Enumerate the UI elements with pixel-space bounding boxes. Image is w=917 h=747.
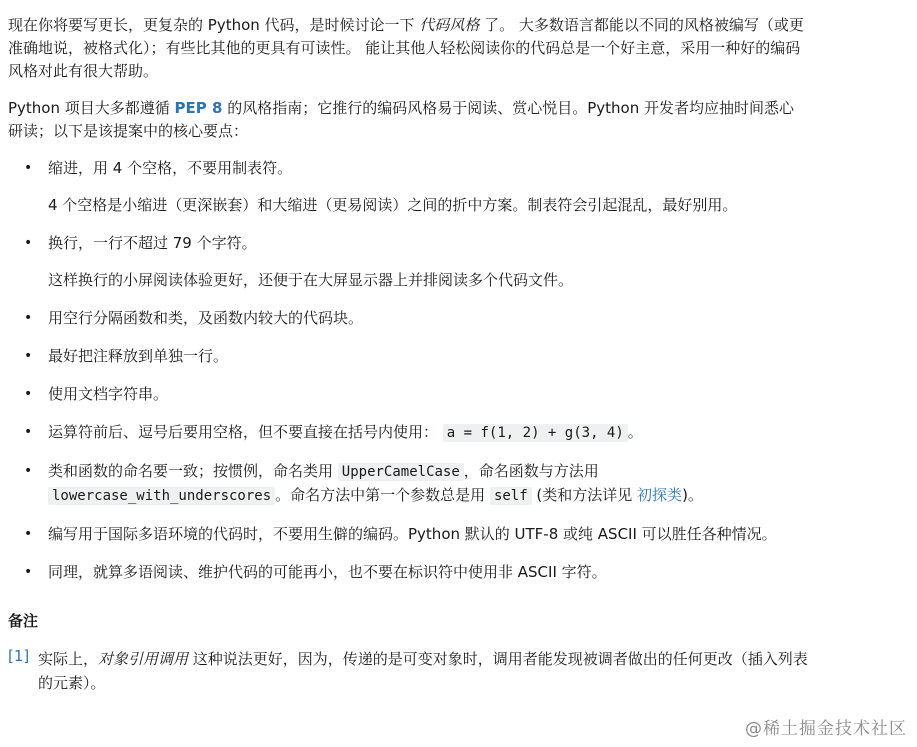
list-item-text <box>48 460 808 508</box>
list-item-docstrings <box>48 383 808 406</box>
list-item-text: • 换行，一行不超过 79 个字符。 <box>48 234 257 252</box>
pep-paragraph <box>8 97 808 143</box>
naming-text: ，命名函数与方法用 <box>463 462 599 480</box>
footnote-text <box>38 647 808 695</box>
list-item-detail: 这样换行的小屏阅读体验更好，还便于在大屏显示器上并排阅读多个代码文件。 <box>48 271 574 289</box>
document-body <box>8 14 808 695</box>
classes-link[interactable]: 初探类 <box>637 486 683 504</box>
list-item-spaces <box>48 421 808 445</box>
list-item-text: • 编写用于国际多语环境的代码时，不要用生僻的编码。Python 默认的 UTF-8 或纯 ASCII 可以胜任各种情况。 <box>48 525 777 543</box>
pep8-link[interactable]: PEP 8 <box>174 99 223 117</box>
list-item-wrap <box>48 232 808 292</box>
naming-text: (类和方法详见 <box>531 486 638 504</box>
spaces-end: 。 <box>627 423 643 441</box>
pep-text: Python 项目大多都遵循 <box>8 99 175 117</box>
list-item-detail: 4 个空格是小缩进（更深嵌套）和大缩进（更易阅读）之间的折中方案。制表符会引起混乱，最好别用。 <box>48 196 738 214</box>
footnote-text-part: 实际上， <box>38 650 99 668</box>
list-item-text: • 用空行分隔函数和类，及函数内较大的代码块。 <box>48 309 364 327</box>
code-self: self <box>490 487 532 505</box>
naming-text: 类和函数的命名要一致；按惯例，命名类用 <box>48 462 338 480</box>
list-item-text: • 最好把注释放到单独一行。 <box>48 347 229 365</box>
style-list <box>8 157 808 584</box>
list-item-blank-lines <box>48 307 808 330</box>
footnote-ref-link[interactable]: [1] <box>8 647 30 665</box>
footnote-text-cont: 这种说法更好，因为，传递的是可变对象时，调用者能发现被调者做出的任何更改（插入列表的元素）。 <box>38 650 808 692</box>
list-item-text <box>48 421 808 445</box>
code-example: a = f(1, 2) + g(3, 4) <box>443 424 628 442</box>
footnote-term: 对象引用调用 <box>98 650 189 668</box>
intro-text-cont: 了。 大多数语言都能以不同的风格被编写（或更准确地说，被格式化）；有些比其他的更具有可读性。 能让其他人轻松阅读你的代码总是一个好主意，采用一种好的编码风格对此有很大帮助。 <box>8 16 804 80</box>
list-item-comments <box>48 345 808 368</box>
naming-text: )。 <box>682 486 703 504</box>
intro-paragraph <box>8 14 808 83</box>
watermark: @稀土掘金技术社区 <box>745 719 907 739</box>
footnote <box>8 647 808 695</box>
footnotes-heading: 备注 <box>8 612 39 630</box>
list-item-text: • 缩进，用 4 个空格，不要用制表符。 <box>48 159 293 177</box>
pep-text-cont: 的风格指南；它推行的编码风格易于阅读、赏心悦目。Python 开发者均应抽时间悉心研读；以下是该提案中的核心要点： <box>8 99 794 140</box>
list-item-text: • 使用文档字符串。 <box>48 385 169 403</box>
naming-text: 。命名方法中第一个参数总是用 <box>275 486 490 504</box>
spaces-text: 运算符前后、逗号后要用空格，但不要直接在括号内使用： <box>48 423 443 441</box>
list-item-identifiers <box>48 561 808 584</box>
list-item-indent <box>48 157 808 217</box>
code-upper-camel: UpperCamelCase <box>338 463 464 481</box>
code-lowercase: lowercase_with_underscores <box>48 487 275 505</box>
list-item-text: • 同理，就算多语阅读、维护代码的可能再小，也不要在标识符中使用非 ASCII 字符。 <box>48 563 607 581</box>
code-style-term: 代码风格 <box>419 16 480 34</box>
list-item-naming <box>48 460 808 508</box>
intro-text: 现在你将要写更长，更复杂的 Python 代码，是时候讨论一下 <box>8 16 420 34</box>
list-item-encoding <box>48 523 808 546</box>
